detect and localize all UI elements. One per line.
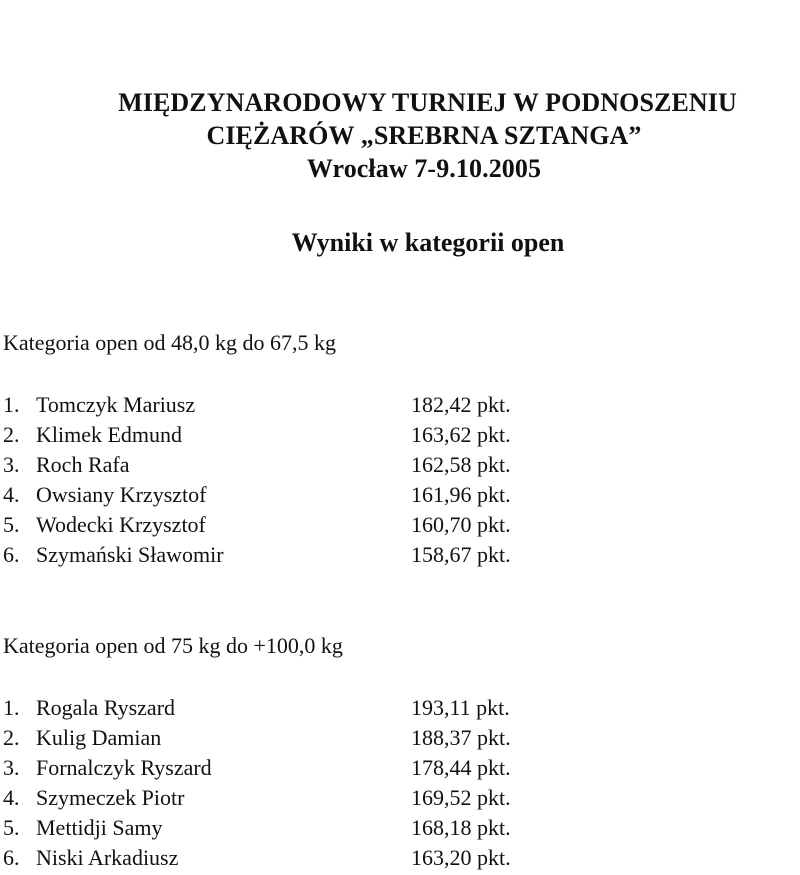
result-rank: 3. bbox=[3, 755, 20, 780]
result-row bbox=[3, 753, 563, 783]
result-row bbox=[3, 420, 563, 450]
competitor-score: 158,67 pkt. bbox=[411, 542, 511, 567]
result-rank: 5. bbox=[3, 815, 20, 840]
result-row bbox=[3, 480, 563, 510]
competitor-name: Wodecki Krzysztof bbox=[36, 512, 206, 537]
result-rank: 6. bbox=[3, 845, 20, 870]
category-heading: Kategoria open od 48,0 kg do 67,5 kg bbox=[3, 330, 336, 355]
result-row bbox=[3, 450, 563, 480]
competitor-score: 182,42 pkt. bbox=[411, 392, 511, 417]
competitor-score: 178,44 pkt. bbox=[411, 755, 511, 780]
results-list bbox=[3, 390, 563, 570]
competitor-name: Mettidji Samy bbox=[36, 815, 163, 840]
result-row bbox=[3, 390, 563, 420]
competitor-name: Roch Rafa bbox=[36, 452, 130, 477]
title-line-2: CIĘŻARÓW „SREBRNA SZTANGA” bbox=[206, 121, 642, 150]
result-rank: 6. bbox=[3, 542, 20, 567]
competitor-score: 162,58 pkt. bbox=[411, 452, 511, 477]
competitor-score: 168,18 pkt. bbox=[411, 815, 511, 840]
result-row bbox=[3, 843, 563, 873]
competitor-name: Fornalczyk Ryszard bbox=[36, 755, 212, 780]
result-row bbox=[3, 813, 563, 843]
competitor-name: Kulig Damian bbox=[36, 725, 162, 750]
result-rank: 4. bbox=[3, 785, 20, 810]
result-rank: 4. bbox=[3, 482, 20, 507]
results-subtitle: Wyniki w kategorii open bbox=[291, 228, 565, 257]
competitor-name: Tomczyk Mariusz bbox=[36, 392, 196, 417]
competitor-score: 160,70 pkt. bbox=[411, 512, 511, 537]
competitor-name: Klimek Edmund bbox=[36, 422, 183, 447]
competitor-score: 169,52 pkt. bbox=[411, 785, 511, 810]
result-row bbox=[3, 693, 563, 723]
result-rank: 1. bbox=[3, 695, 20, 720]
results-list bbox=[3, 693, 563, 873]
result-rank: 1. bbox=[3, 392, 20, 417]
competitor-score: 163,20 pkt. bbox=[411, 845, 511, 870]
result-rank: 2. bbox=[3, 422, 20, 447]
result-rank: 3. bbox=[3, 452, 20, 477]
competitor-score: 188,37 pkt. bbox=[411, 725, 511, 750]
result-row bbox=[3, 540, 563, 570]
result-row bbox=[3, 723, 563, 753]
result-rank: 5. bbox=[3, 512, 20, 537]
competitor-score: 161,96 pkt. bbox=[411, 482, 511, 507]
competitor-name: Owsiany Krzysztof bbox=[36, 482, 207, 507]
result-row bbox=[3, 783, 563, 813]
competitor-name: Szymański Sławomir bbox=[36, 542, 224, 567]
competitor-score: 193,11 pkt. bbox=[411, 695, 510, 720]
result-rank: 2. bbox=[3, 725, 20, 750]
category-heading: Kategoria open od 75 kg do +100,0 kg bbox=[3, 633, 343, 658]
event-date-location: Wrocław 7-9.10.2005 bbox=[306, 154, 542, 183]
competitor-score: 163,62 pkt. bbox=[411, 422, 511, 447]
competitor-name: Rogala Ryszard bbox=[36, 695, 176, 720]
result-row bbox=[3, 510, 563, 540]
title-line-1: MIĘDZYNARODOWY TURNIEJ W PODNOSZENIU bbox=[118, 88, 737, 117]
document-title bbox=[0, 86, 800, 185]
competitor-name: Szymeczek Piotr bbox=[36, 785, 185, 810]
competitor-name: Niski Arkadiusz bbox=[36, 845, 179, 870]
